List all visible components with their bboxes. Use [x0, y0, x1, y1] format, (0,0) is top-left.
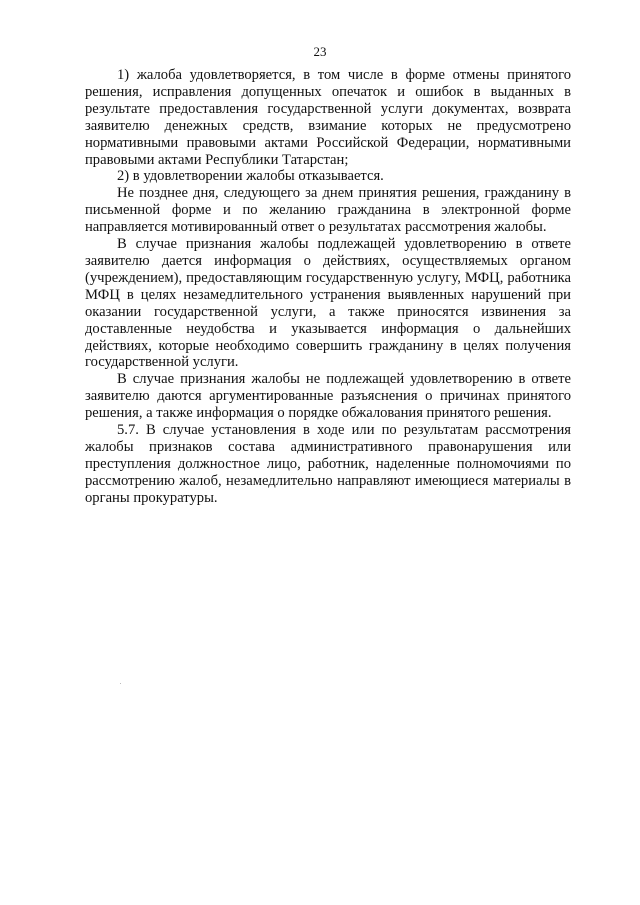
document-body — [85, 67, 571, 507]
paragraph-rejected-response: В случае признания жалобы не подлежащей удовлетворению в ответе заявителю даются аргументированные разъяснения о причинах принятого решения, а также информация о порядке обжалования принятого решения. — [85, 371, 571, 422]
scan-artifact — [120, 683, 121, 684]
clause-5-7: 5.7. В случае установления в ходе или по результатам рассмотрения жалобы признаков состава административного правонарушения или преступления должностное лицо, работник, наделенные полномочиями по рассмотрению жалоб, незамедлительно направляют имеющиеся материалы в органы прокуратуры. — [85, 422, 571, 506]
list-item-complaint-rejected: 2) в удовлетворении жалобы отказывается. — [117, 168, 384, 185]
paragraph-satisfied-response: В случае признания жалобы подлежащей удовлетворению в ответе заявителю дается информация о действиях, осуществляемых органом (учреждением), предоставляющим государственную услугу, МФЦ, работника МФЦ в целях незамедлительного устранения выявленных нарушений при оказании государственной услуги, а также приносятся извинения за доставленные неудобства и указывается информация о дальнейших действиях, которые необходимо совершить гражданину в целях получения государственной услуги. — [85, 236, 571, 371]
page-number: 23 — [313, 44, 327, 59]
list-item-complaint-satisfied: 1) жалоба удовлетворяется, в том числе в форме отмены принятого решения, исправления допущенных опечаток и ошибок в выданных в результате предоставления государственной услуги документах, возврата заявителю денежных средств, взимание которых не предусмотрено нормативными правовыми актами Российской Федерации, нормативными правовыми актами Республики Татарстан; — [85, 67, 571, 168]
paragraph-response-deadline: Не позднее дня, следующего за днем принятия решения, гражданину в письменной форме и по желанию гражданина в электронной форме направляется мотивированный ответ о результатах рассмотрения жалобы. — [85, 185, 571, 236]
